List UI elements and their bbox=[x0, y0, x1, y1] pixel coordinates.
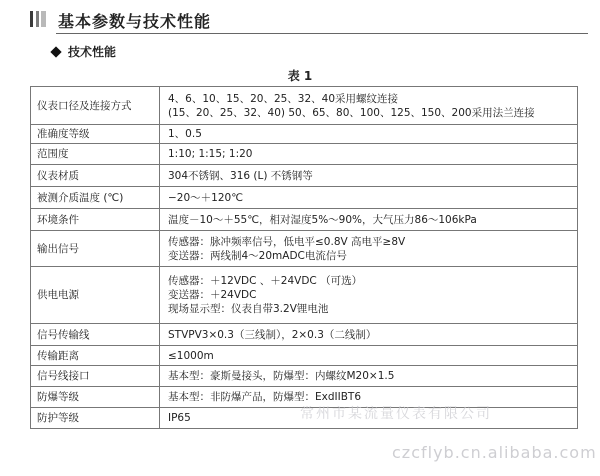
page-title: 基本参数与技术性能 bbox=[58, 12, 212, 31]
row-value bbox=[160, 387, 578, 408]
row-value-line: 变送器：＋24VDC bbox=[168, 289, 257, 301]
row-value bbox=[160, 408, 578, 429]
row-label: 仪表口径及连接方式 bbox=[31, 87, 160, 125]
table-row bbox=[31, 267, 578, 324]
row-value bbox=[160, 187, 578, 209]
row-value-line: 温度－10～＋55℃，相对湿度5%～90%，大气压力86～106kPa bbox=[168, 213, 477, 226]
row-label: 范围度 bbox=[31, 144, 160, 165]
row-label: 供电电源 bbox=[31, 267, 160, 324]
spec-table-body bbox=[31, 87, 578, 429]
row-label: 信号线接口 bbox=[31, 366, 160, 387]
table-row bbox=[31, 144, 578, 165]
header-divider bbox=[56, 33, 588, 34]
row-label: 输出信号 bbox=[31, 231, 160, 267]
row-value-line: 4、6、10、15、20、25、32、40采用螺纹连接 bbox=[168, 92, 399, 105]
row-label: 防护等级 bbox=[31, 408, 160, 429]
watermark-url: czcflyb.cn.alibaba.com bbox=[392, 443, 597, 462]
row-value bbox=[160, 125, 578, 144]
row-value-line: 基本型：非防爆产品，防爆型：ExdIIBT6 bbox=[168, 391, 362, 403]
row-value-line: ≤1000m bbox=[168, 349, 214, 362]
section-title: 技术性能 bbox=[68, 45, 117, 59]
table-row bbox=[31, 324, 578, 346]
table-row bbox=[31, 387, 578, 408]
row-value-line: 变送器：两线制4～20mADC电流信号 bbox=[168, 249, 347, 262]
row-value-line: 传感器：＋12VDC 、＋24VDC （可选） bbox=[168, 275, 363, 287]
row-value bbox=[160, 366, 578, 387]
row-value-line: 1、0.5 bbox=[168, 128, 202, 140]
row-value bbox=[160, 324, 578, 346]
row-label: 被测介质温度 (℃) bbox=[31, 187, 160, 209]
table-row bbox=[31, 408, 578, 429]
row-value bbox=[160, 144, 578, 165]
row-value-line: (15、20、25、32、40) 50、65、80、100、125、150、200采用法兰连接 bbox=[168, 106, 535, 119]
table-row bbox=[31, 346, 578, 366]
row-value-line: 1:10; 1:15; 1:20 bbox=[168, 148, 253, 160]
row-value bbox=[160, 209, 578, 231]
table-row bbox=[31, 366, 578, 387]
row-value bbox=[160, 87, 578, 125]
watermark-company: 常州市某流量仪表有限公司 bbox=[300, 406, 492, 422]
page-header bbox=[10, 9, 588, 33]
header-stripe-icon bbox=[30, 11, 46, 27]
row-value-line: 基本型：豪斯曼接头，防爆型：内螺纹M20×1.5 bbox=[168, 370, 395, 382]
diamond-bullet-icon bbox=[50, 46, 61, 57]
row-label: 信号传输线 bbox=[31, 324, 160, 346]
table-row bbox=[31, 165, 578, 187]
row-value bbox=[160, 165, 578, 187]
row-value-line: −20～＋120℃ bbox=[168, 191, 243, 204]
row-value-line: STVPV3×0.3（三线制），2×0.3（二线制） bbox=[168, 328, 377, 341]
table-caption: 表 1 bbox=[287, 69, 313, 83]
spec-table bbox=[30, 86, 578, 429]
row-label: 防爆等级 bbox=[31, 387, 160, 408]
row-label: 准确度等级 bbox=[31, 125, 160, 144]
table-row bbox=[31, 231, 578, 267]
row-label: 环境条件 bbox=[31, 209, 160, 231]
row-label: 传输距离 bbox=[31, 346, 160, 366]
table-row bbox=[31, 187, 578, 209]
row-value-line: IP65 bbox=[168, 412, 191, 424]
row-value bbox=[160, 346, 578, 366]
row-value-line: 现场显示型：仪表自带3.2V锂电池 bbox=[168, 303, 329, 315]
row-value bbox=[160, 267, 578, 324]
row-label: 仪表材质 bbox=[31, 165, 160, 187]
row-value-line: 传感器：脉冲频率信号，低电平≤0.8V 高电平≥8V bbox=[168, 235, 406, 248]
section-heading bbox=[52, 43, 116, 60]
table-row bbox=[31, 209, 578, 231]
table-row bbox=[31, 87, 578, 125]
row-value bbox=[160, 231, 578, 267]
row-value-line: 304不锈钢、316 (L) 不锈钢等 bbox=[168, 169, 313, 182]
table-row bbox=[31, 125, 578, 144]
